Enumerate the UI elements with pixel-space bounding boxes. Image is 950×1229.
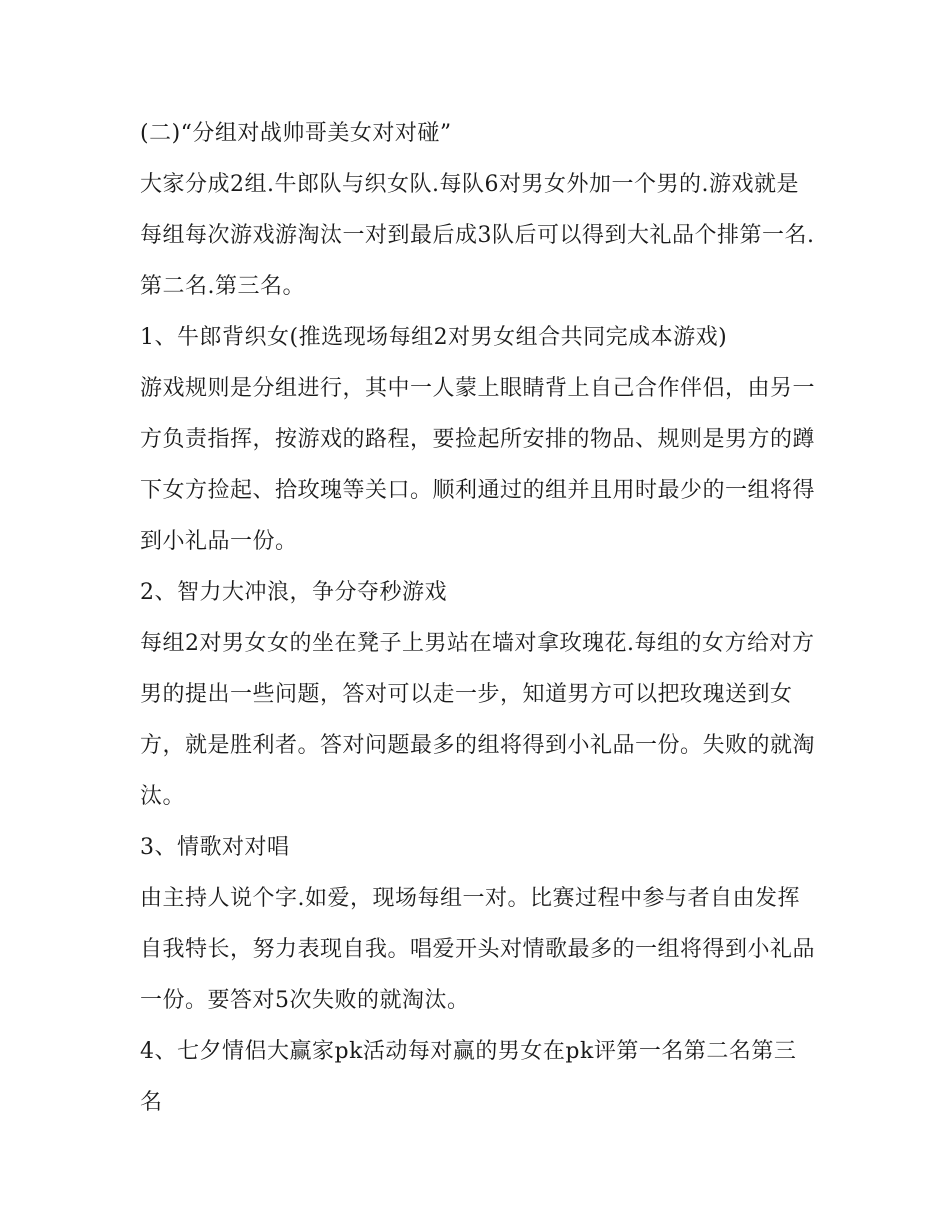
game-2-heading: 2、智力大冲浪，争分夺秒游戏 [140, 580, 447, 605]
game-1-heading: 1、牛郎背织女(推选现场每组2对男女组合共同完成本游戏) [140, 325, 728, 350]
game-2-rules: 每组2对男女女的坐在凳子上男站在墙对拿玫瑰花.每组的女方给对方男的提出一些问题，答对可以走一步，知道男方可以把玫瑰送到女方，就是胜利者。答对问题最多的组将得到小礼品一份。失败的就淘汰。 [140, 631, 816, 809]
game-3-rules: 由主持人说个字.如爱，现场每组一对。比赛过程中参与者自由发挥自我特长，努力表现自我。唱爱开头对情歌最多的一组将得到小礼品一份。要答对5次失败的就淘汰。 [140, 886, 816, 1013]
section-heading: (二)“分组对战帅哥美女对对碰” [140, 121, 452, 146]
game-1-rules: 游戏规则是分组进行，其中一人蒙上眼睛背上自己合作伴侣，由另一方负责指挥，按游戏的路程，要捡起所安排的物品、规则是男方的蹲下女方捡起、拾玫瑰等关口。顺利通过的组并且用时最少的一组将得到小礼品一份。 [140, 376, 816, 554]
game-4-heading: 4、七夕情侣大赢家pk活动每对赢的男女在pk评第一名第二名第三名 [140, 1039, 797, 1115]
document-body [140, 108, 815, 1128]
game-3-heading: 3、情歌对对唱 [140, 835, 290, 860]
body-paragraph: 大家分成2组.牛郎队与织女队.每队6对男女外加一个男的.游戏就是每组每次游戏游淘汰一对到最后成3队后可以得到大礼品个排第一名.第二名.第三名。 [140, 172, 815, 299]
